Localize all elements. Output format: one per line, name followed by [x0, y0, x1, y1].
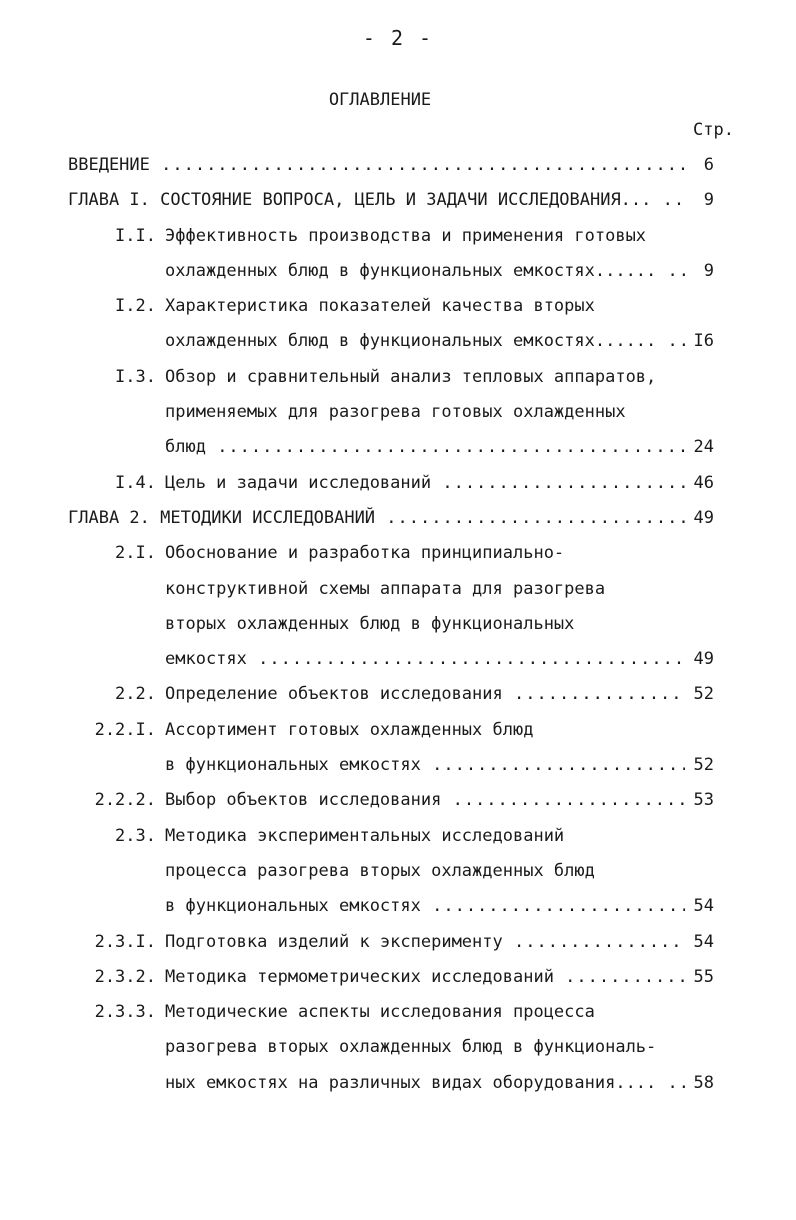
toc-row	[0, 677, 796, 712]
toc-entry-page: 54	[693, 931, 714, 952]
toc-row	[0, 854, 796, 889]
toc-entry-page: 46	[693, 472, 714, 493]
toc-entry-page: 55	[693, 966, 714, 987]
toc-entry-text: Определение объектов исследования .....	[165, 677, 685, 712]
toc-row	[0, 748, 796, 783]
toc-row	[0, 536, 796, 571]
toc-row	[0, 148, 796, 183]
toc-entry-page: 58	[693, 1072, 714, 1093]
toc-entry-text: охлажденных блюд в функциональных емкостях...... .....	[165, 324, 685, 359]
toc-entry-number: I.I.	[115, 225, 156, 246]
toc-entry-text: Подготовка изделий к эксперименту .....	[165, 925, 685, 960]
toc-entry-text: емкостях .....	[165, 642, 685, 677]
toc-row	[0, 960, 796, 995]
toc-entry-text: процесса разогрева вторых охлажденных блюд	[165, 860, 595, 881]
page-number: - 2 -	[362, 26, 434, 50]
toc-entry-text: Выбор объектов исследования .....	[165, 783, 685, 818]
toc-entry-number: I.2.	[115, 296, 156, 317]
toc-entry-page: 52	[693, 684, 714, 705]
toc-row	[0, 819, 796, 854]
toc-entry-number: 2.2.2.	[94, 790, 156, 811]
toc-row	[0, 360, 796, 395]
toc-row	[0, 889, 796, 924]
toc-row	[0, 783, 796, 818]
toc-row	[0, 219, 796, 254]
toc-entry-text: Характеристика показателей качества вторых	[165, 296, 595, 317]
toc-entry-number: 2.3.2.	[94, 966, 156, 987]
toc-row	[0, 395, 796, 430]
toc-row	[0, 1030, 796, 1065]
toc-row	[0, 324, 796, 359]
toc-entry-page: 49	[693, 649, 714, 670]
toc-entry-number: 2.3.I.	[94, 931, 156, 952]
toc-entry-text: ГЛАВА 2. МЕТОДИКИ ИССЛЕДОВАНИЙ .....	[68, 501, 685, 536]
toc-entry-number: 2.2.	[115, 684, 156, 705]
toc-row	[0, 183, 796, 218]
toc-entry-text: Обзор и сравнительный анализ тепловых аппаратов,	[165, 366, 657, 387]
toc-entry-text: разогрева вторых охлажденных блюд в функциональ-	[165, 1037, 657, 1058]
toc-entry-number: 2.2.I.	[94, 719, 156, 740]
toc-entry-number: 2.3.	[115, 825, 156, 846]
toc-entry-text: блюд .....	[165, 430, 685, 465]
toc-entry-text: Цель и задачи исследований .....	[165, 466, 685, 501]
toc-row	[0, 572, 796, 607]
toc-row	[0, 713, 796, 748]
page-column-header: Стр.	[693, 120, 734, 140]
toc-entry-text: в функциональных емкостях .....	[165, 889, 685, 924]
toc-entry-page: 49	[693, 507, 714, 528]
toc-row	[0, 501, 796, 536]
toc-entry-page: 53	[693, 790, 714, 811]
toc-entry-page: 9	[703, 260, 714, 281]
toc-entry-page: 6	[703, 155, 714, 175]
toc-entry-page: I6	[693, 331, 714, 352]
toc-entry-page: 54	[693, 896, 714, 917]
toc-entry-text: Методика термометрических исследований .....	[165, 960, 685, 995]
toc-entry-number: I.3.	[115, 366, 156, 387]
toc-row	[0, 925, 796, 960]
toc-entry-text: охлажденных блюд в функциональных емкостях...... .....	[165, 254, 685, 289]
toc-entry-text: ных емкостях на различных видах оборудования.... .....	[165, 1066, 685, 1101]
toc-entry-text: ГЛАВА I. СОСТОЯНИЕ ВОПРОСА, ЦЕЛЬ И ЗАДАЧИ ИССЛЕДОВАНИЯ... .....	[68, 183, 685, 218]
toc-entry-page: 24	[693, 437, 714, 458]
toc-entry-text: Эффективность производства и применения готовых	[165, 225, 647, 246]
toc-entry-text: применяемых для разогрева готовых охлажденных	[165, 402, 626, 423]
toc-entry-page: 52	[693, 755, 714, 776]
page-title: ОГЛАВЛЕНИЕ	[328, 90, 432, 110]
toc-row	[0, 254, 796, 289]
toc-entry-number: 2.3.3.	[94, 1002, 156, 1023]
toc-row	[0, 1066, 796, 1101]
toc-entry-text: ВВЕДЕНИЕ .....	[68, 148, 685, 183]
toc-entry-text: Методические аспекты исследования процесса	[165, 1002, 595, 1023]
toc-row	[0, 995, 796, 1030]
toc-entry-text: Методика экспериментальных исследований	[165, 825, 565, 846]
toc-entry-text: в функциональных емкостях .....	[165, 748, 685, 783]
toc-row	[0, 289, 796, 324]
table-of-contents	[0, 148, 796, 1101]
toc-row	[0, 430, 796, 465]
toc-entry-text: вторых охлажденных блюд в функциональных	[165, 613, 575, 634]
toc-row	[0, 642, 796, 677]
toc-entry-page: 9	[703, 190, 714, 211]
toc-entry-text: конструктивной схемы аппарата для разогрева	[165, 578, 606, 599]
toc-entry-number: I.4.	[115, 472, 156, 493]
toc-row	[0, 607, 796, 642]
toc-entry-text: Ассортимент готовых охлажденных блюд	[165, 719, 534, 740]
toc-row	[0, 466, 796, 501]
toc-entry-text: Обоснование и разработка принципиально-	[165, 543, 565, 564]
toc-entry-number: 2.I.	[115, 543, 156, 564]
